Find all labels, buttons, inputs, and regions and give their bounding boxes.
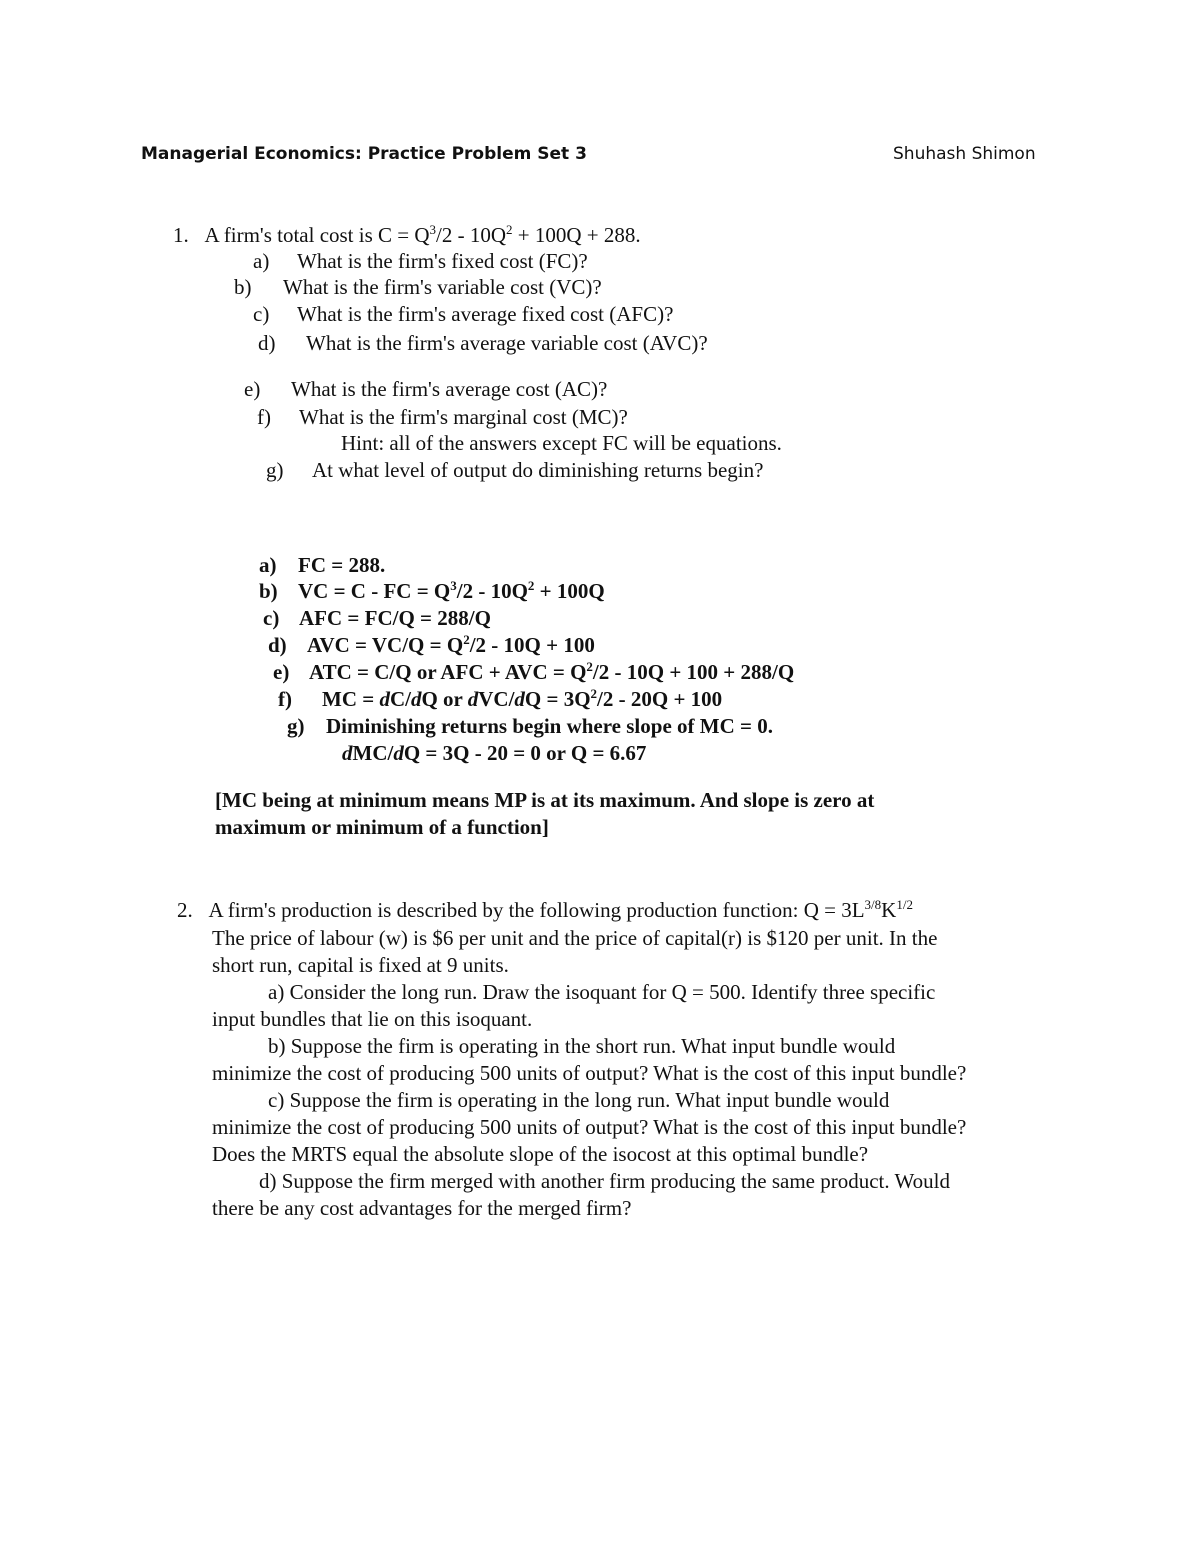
question-1-part-g: g) At what level of output do diminishing returns begin? bbox=[266, 458, 764, 482]
question-2-line: The price of labour (w) is $6 per unit and the price of capital(r) is $120 per unit. In the bbox=[212, 926, 938, 950]
question-2-part-d: d) Suppose the firm merged with another firm producing the same product. Would bbox=[259, 1169, 950, 1193]
question-2-line: short run, capital is fixed at 9 units. bbox=[212, 953, 509, 977]
question-1-stem: 1. A firm's total cost is $C = Q^3/2 - 10Q^2 + 100Q + 288$. bbox=[173, 222, 641, 247]
author-name: Shuhash Shimon bbox=[893, 144, 1036, 164]
question-number: 1. bbox=[173, 223, 189, 247]
question-2-line: input bundles that lie on this isoquant. bbox=[212, 1007, 533, 1031]
answer-1-g-derivation: dMC/dQ = 3Q - 20 = 0 or Q = 6.67 bbox=[342, 741, 647, 765]
answer-1-g: g) Diminishing returns begin where slope of MC = 0. bbox=[287, 714, 773, 738]
document-title: Managerial Economics: Practice Problem Set 3 bbox=[141, 144, 587, 164]
question-1-part-d: d) What is the firm's average variable cost (AVC)? bbox=[258, 331, 708, 355]
question-2-line: there be any cost advantages for the merged firm? bbox=[212, 1196, 632, 1220]
question-1-part-b: b) What is the firm's variable cost (VC)? bbox=[234, 275, 602, 299]
answer-1-f: f) MC = dC/dQ or $dVC/dQ = 3Q^2/2 - 20Q + 100$ bbox=[278, 686, 723, 711]
question-2-line: minimize the cost of producing 500 units of output? What is the cost of this input bundle? bbox=[212, 1061, 967, 1085]
question-number: 2. bbox=[177, 898, 193, 922]
answer-1-e: e) ATC = C/Q or AFC + AVC = $Q^2/2 - 10Q + 100 + 288/Q$ bbox=[273, 659, 795, 684]
question-2-stem: 2. A firm's production is described by the following production function: $Q = 3L^{3/8}K^{1/2}$ bbox=[177, 897, 913, 922]
question-2-part-c: c) Suppose the firm is operating in the long run. What input bundle would bbox=[268, 1088, 890, 1112]
answer-1-note-line-1: [MC being at minimum means MP is at its maximum. And slope is zero at bbox=[215, 788, 875, 812]
question-2-part-b: b) Suppose the firm is operating in the short run. What input bundle would bbox=[268, 1034, 896, 1058]
question-1-part-c: c) What is the firm's average fixed cost (AFC)? bbox=[253, 302, 674, 326]
answer-1-c: c) AFC = FC/Q = 288/Q bbox=[263, 606, 491, 630]
question-1-part-a: a) What is the firm's fixed cost (FC)? bbox=[253, 249, 588, 273]
question-1-part-f: f) What is the firm's marginal cost (MC)? bbox=[257, 405, 628, 429]
question-1-hint: Hint: all of the answers except FC will be equations. bbox=[341, 431, 782, 455]
answer-1-note-line-2: maximum or minimum of a function] bbox=[215, 815, 549, 839]
question-2-line: Does the MRTS equal the absolute slope of the isocost at this optimal bundle? bbox=[212, 1142, 869, 1166]
answer-1-b: b) VC = C - FC = $Q^3/2 - 10Q^2 + 100Q$ bbox=[259, 578, 605, 603]
question-2-part-a: a) Consider the long run. Draw the isoquant for Q = 500. Identify three specific bbox=[268, 980, 936, 1004]
question-2-line: minimize the cost of producing 500 units of output? What is the cost of this input bundle? bbox=[212, 1115, 967, 1139]
question-1-part-e: e) What is the firm's average cost (AC)? bbox=[244, 377, 608, 401]
answer-1-d: d) AVC = $VC/Q = Q^2/2 - 10Q + 100$ bbox=[268, 632, 595, 657]
answer-1-a: a) FC = 288. bbox=[259, 553, 386, 577]
